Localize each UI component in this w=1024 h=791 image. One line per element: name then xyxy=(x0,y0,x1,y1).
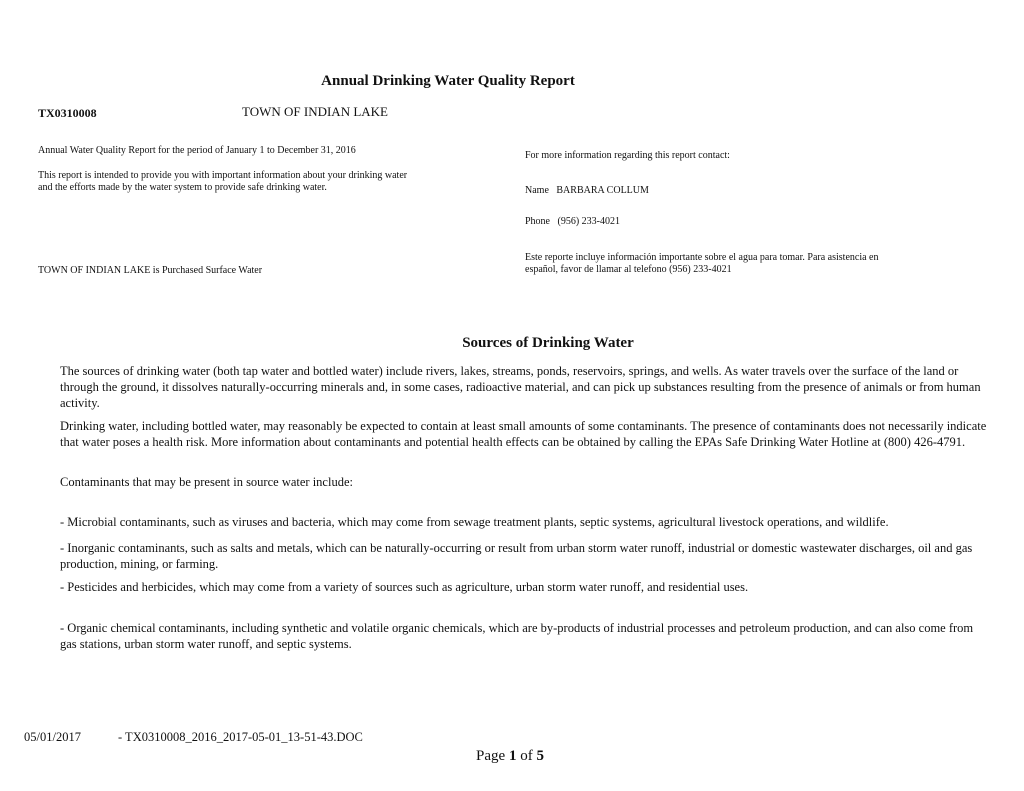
page-of: of xyxy=(520,748,533,764)
contaminant-item: - Pesticides and herbicides, which may come from a variety of sources such as agriculture, urban storm water runoff, and residential uses. xyxy=(60,580,749,594)
contact-label: For more information regarding this report contact: xyxy=(525,150,730,161)
report-title: Annual Drinking Water Quality Report xyxy=(321,73,575,89)
contact-name: BARBARA COLLUM xyxy=(556,185,649,196)
spanish-note: Este reporte incluye información importante sobre el agua para tomar. Para asistencia en español, favor de llamar al telefono (956) 233-4021 xyxy=(525,252,879,275)
page-total: 5 xyxy=(536,748,544,764)
contaminant-item: - Microbial contaminants, such as viruses and bacteria, which may come from sewage treatment plants, septic systems, agricultural livestock operations, and wildlife. xyxy=(60,515,889,529)
page-word: Page xyxy=(476,748,506,764)
sources-paragraph: The sources of drinking water (both tap water and bottled water) include rivers, lakes, streams, ponds, reservoirs, springs, and wells. As water travels over the surface of the land or through the ground, it dissolves naturally-occurring minerals and, in some cases, radioactive material, and can pick up substances resulting from the presence of animals or from human activity. xyxy=(60,364,981,410)
contact-name-row xyxy=(525,185,649,197)
contact-phone: (956) 233-4021 xyxy=(557,216,620,227)
water-source-line: TOWN OF INDIAN LAKE is Purchased Surface Water xyxy=(38,265,263,276)
section-title: Sources of Drinking Water xyxy=(462,335,634,351)
footer-date: 05/01/2017 xyxy=(24,730,81,744)
report-period: Annual Water Quality Report for the period of January 1 to December 31, 2016 xyxy=(38,145,356,156)
page-current: 1 xyxy=(508,748,517,764)
contaminants-paragraph: Drinking water, including bottled water, may reasonably be expected to contain at least small amounts of some contaminants. The presence of contaminants does not necessarily indicate that water poses a health risk. More information about contaminants and potential health effects can be obtained by calling the EPAs Safe Drinking Water Hotline at (800) 426-4791. xyxy=(60,419,987,449)
contact-name-label: Name xyxy=(525,185,549,196)
contaminant-item: - Inorganic contaminants, such as salts and metals, which can be naturally-occurring or result from urban storm water runoff, industrial or domestic wastewater discharges, oil and gas production, mining, or farming. xyxy=(60,541,973,571)
system-id: TX0310008 xyxy=(38,106,97,120)
contaminant-item: - Organic chemical contaminants, including synthetic and volatile organic chemicals, which are by-products of industrial processes and petroleum production, and can also come from gas stations, urban storm water runoff, and septic systems. xyxy=(60,621,974,651)
system-name: TOWN OF INDIAN LAKE xyxy=(242,104,388,119)
contact-phone-row xyxy=(525,216,620,228)
report-intro: This report is intended to provide you with important information about your drinking water and the efforts made by the water system to provide safe drinking water. xyxy=(38,170,408,193)
page-indicator xyxy=(0,748,1020,765)
contact-phone-label: Phone xyxy=(525,216,550,227)
contaminants-intro: Contaminants that may be present in source water include: xyxy=(60,475,353,489)
footer-filename: - TX0310008_2016_2017-05-01_13-51-43.DOC xyxy=(118,730,363,744)
